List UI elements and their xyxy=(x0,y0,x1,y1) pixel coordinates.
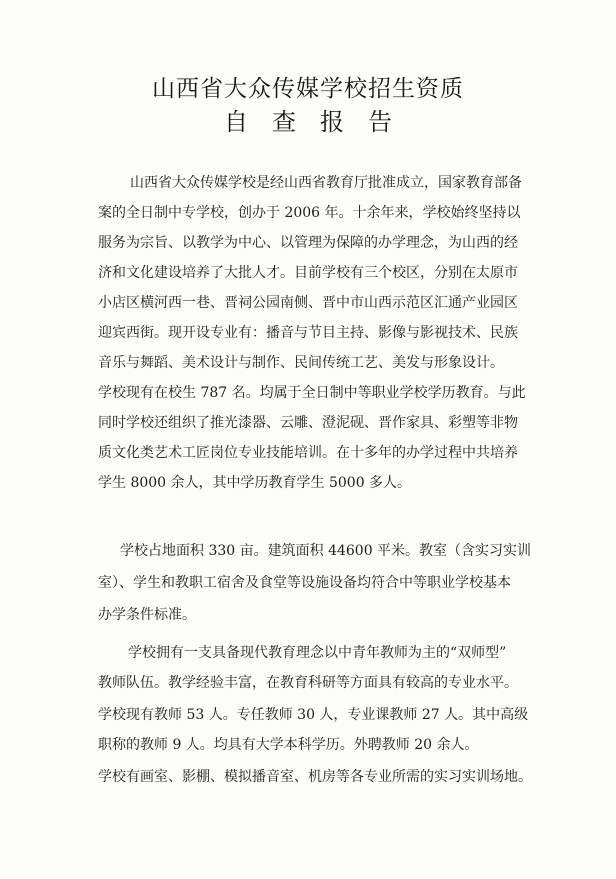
text-line: 服务为宗旨、以教学为中心、以管理为保障的办学理念，为山西的经 xyxy=(98,235,518,251)
text-line: 山西省大众传媒学校是经山西省教育厅批准成立，国家教育部备 xyxy=(130,175,522,191)
document-subtitle xyxy=(0,102,616,137)
subtitle-char: 自 xyxy=(224,108,248,136)
subtitle-char: 查 xyxy=(272,108,296,136)
text-line: 职称的教师 9 人。均具有大学本科学历。外聘教师 20 余人。 xyxy=(98,737,479,753)
text-line: 音乐与舞蹈、美术设计与制作、民间传统工艺、美发与形象设计。 xyxy=(98,355,504,371)
subtitle-char: 报 xyxy=(320,108,344,136)
text-line: 室）、学生和教职工宿舍及食堂等设施设备均符合中等职业学校基本 xyxy=(98,575,511,591)
text-line: 学校现有在校生 787 名。均属于全日制中等职业学校学历教育。与此 xyxy=(98,385,526,401)
text-line: 济和文化建设培养了大批人才。目前学校有三个校区，分别在太原市 xyxy=(98,265,518,281)
document-title: 山西省大众传媒学校招生资质 xyxy=(152,76,464,102)
text-line: 迎宾西街。现开设专业有：播音与节目主持、影像与影视技术、民族 xyxy=(98,325,518,341)
subtitle-char: 告 xyxy=(368,108,392,136)
text-line: 小店区横河西一巷、晋祠公园南侧、晋中市山西示范区汇通产业园区 xyxy=(98,295,518,311)
text-line: 同时学校还组织了推光漆器、云雕、澄泥砚、晋作家具、彩塑等非物 xyxy=(98,415,518,431)
text-line: 学校拥有一支具备现代教育理念以中青年教师为主的“双师型” xyxy=(128,645,507,661)
text-line: 学校有画室、影棚、模拟播音室、机房等各专业所需的实习实训场地。 xyxy=(98,769,532,785)
text-line: 质文化类艺术工匠岗位专业技能培训。在十多年的办学过程中共培养 xyxy=(98,445,518,461)
text-line: 学生 8000 余人，其中学历教育学生 5000 多人。 xyxy=(98,475,412,491)
text-line: 教师队伍。教学经验丰富，在教育科研等方面具有较高的专业水平。 xyxy=(98,675,518,691)
text-line: 学校现有教师 53 人。专任教师 30 人，专业课教师 27 人。其中高级 xyxy=(98,707,529,723)
text-line: 办学条件标准。 xyxy=(98,607,196,623)
text-line: 案的全日制中专学校，创办于 2006 年。十余年来，学校始终坚持以 xyxy=(98,205,521,221)
text-line: 学校占地面积 330 亩。建筑面积 44600 平米。教室（含实习实训 xyxy=(120,543,532,559)
